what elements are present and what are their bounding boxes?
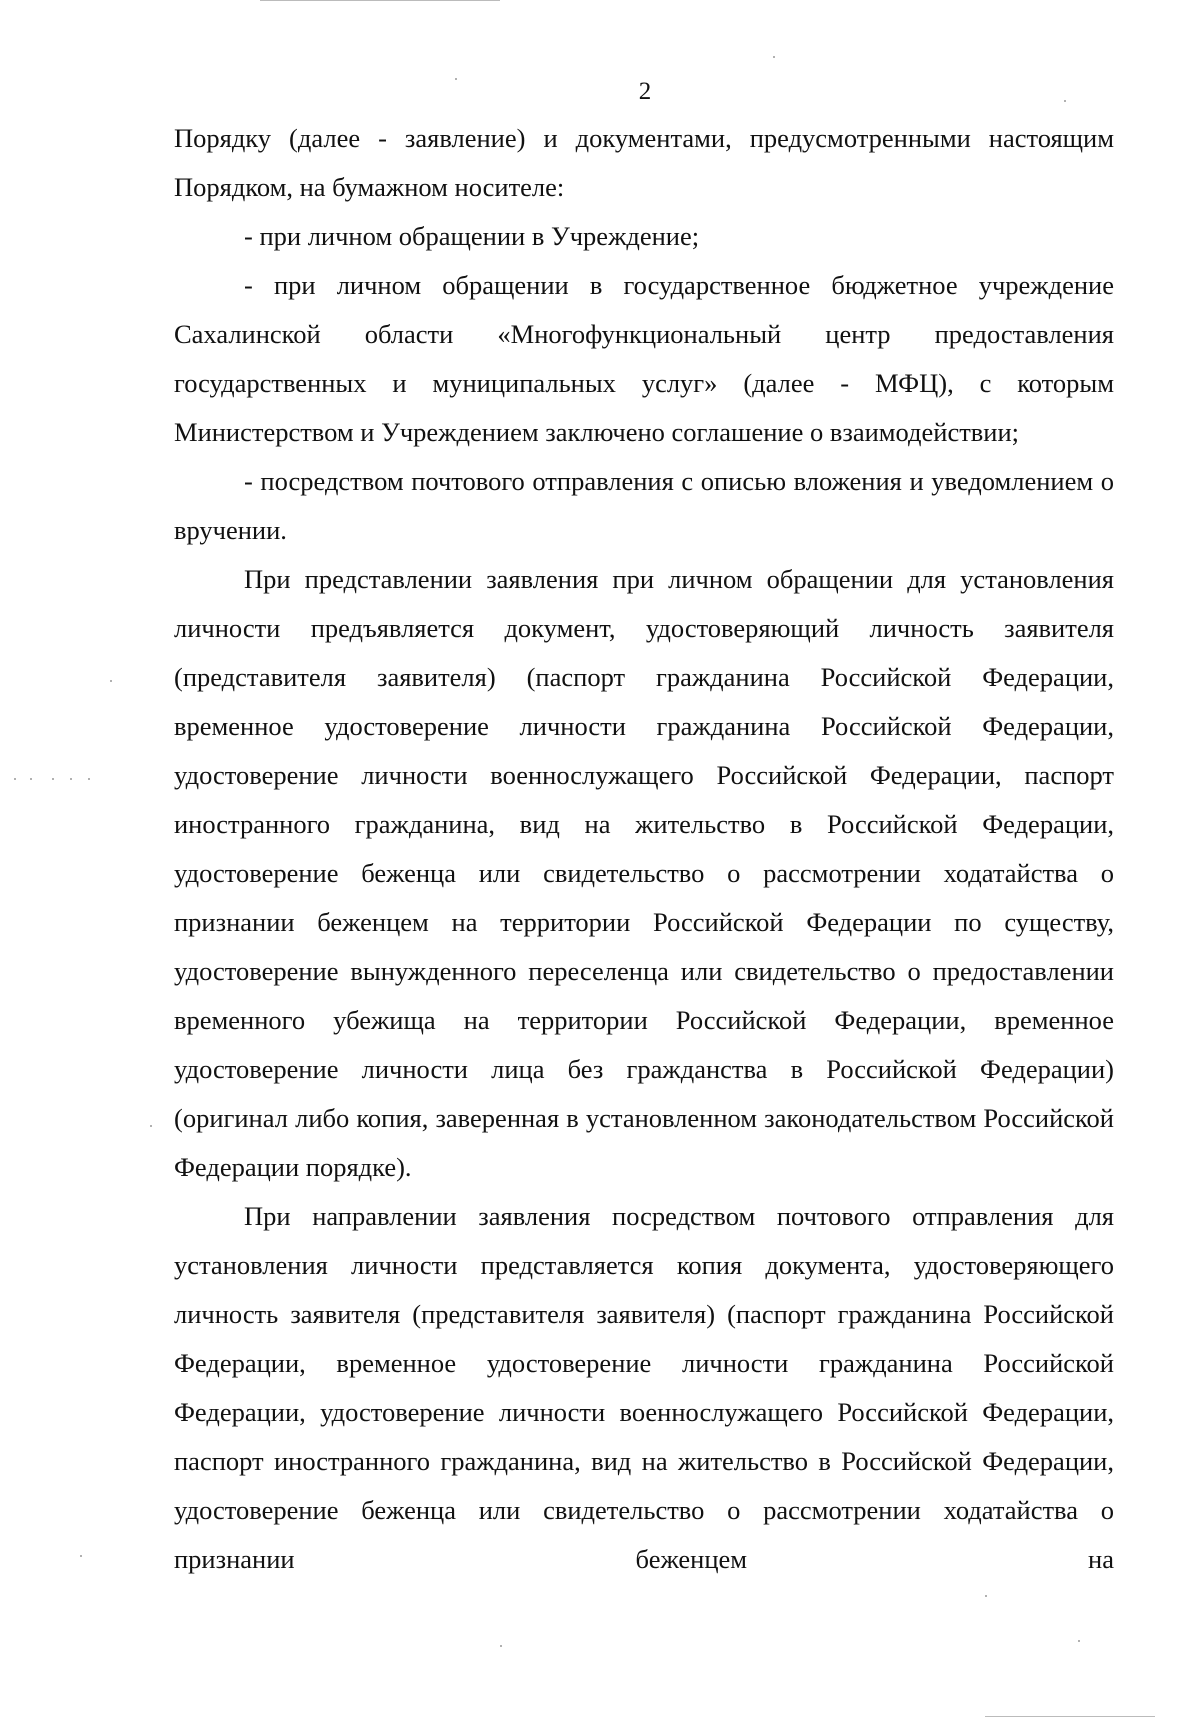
scan-artifact-dot: [70, 778, 72, 780]
scan-artifact-dot: [985, 1595, 987, 1597]
paragraph: - посредством почтового отправления с описью вложения и уведомлением о вручении.: [174, 466, 1114, 545]
scan-artifact-dot: [80, 1555, 82, 1557]
paragraph: При направлении заявления посредством почтового отправления для установления личности представляется копия документа, удостоверяющего личность заявителя (представителя заявителя) (паспорт гражданина Российской Федерации, временное удостоверение личности гражданина Российской Федерации, удостоверение личности военнослужащего Российской Федерации, паспорт иностранного гражданина, вид на жительство в Российской Федерации, удостоверение беженца или свидетельство о рассмотрении ходатайства о признании беженцем на: [174, 1201, 1114, 1574]
page-number: 2: [638, 78, 652, 105]
paragraph: При представлении заявления при личном обращении для установления личности предъявляется документ, удостоверяющий личность заявителя (представителя заявителя) (паспорт гражданина Российской Федерации, временное удостоверение личности гражданина Российской Федерации, удостоверение личности военнослужащего Российской Федерации, паспорт иностранного гражданина, вид на жительство в Российской Федерации, удостоверение беженца или свидетельство о рассмотрении ходатайства о признании беженцем на территории Российской Федерации по существу, удостоверение вынужденного переселенца или свидетельство о предоставлении временного убежища на территории Российской Федерации, временное удостоверение личности лица без гражданства в Российской Федерации) (оригинал либо копия, заверенная в установленном законодательством Российской Федерации порядке).: [174, 564, 1114, 1182]
paragraph: - при личном обращении в государственное бюджетное учреждение Сахалинской области «Многофункциональный центр предоставления государственных и муниципальных услуг» (далее - МФЦ), с которым Министерством и Учреждением заключено соглашение о взаимодействии;: [174, 270, 1114, 447]
scan-artifact-dot: [14, 778, 16, 780]
scan-artifact-dot: [30, 778, 32, 780]
paragraph: Порядку (далее - заявление) и документами, предусмотренными настоящим Порядком, на бумажном носителе:: [174, 123, 1114, 202]
document-body: [174, 114, 1114, 1584]
scan-artifact-top-line: [260, 0, 500, 1]
scan-artifact-dot: [52, 778, 54, 780]
scan-artifact-dot: [1078, 1640, 1080, 1642]
scan-artifact-dot: [773, 56, 775, 58]
paragraph: - при личном обращении в Учреждение;: [244, 221, 700, 251]
scan-artifact-dot: [500, 1645, 502, 1647]
scan-artifact-bottom-line: [985, 1716, 1155, 1717]
scan-artifact-dot: [110, 680, 112, 682]
scan-artifact-dot: [88, 778, 90, 780]
scan-artifact-dot: [150, 1125, 152, 1127]
